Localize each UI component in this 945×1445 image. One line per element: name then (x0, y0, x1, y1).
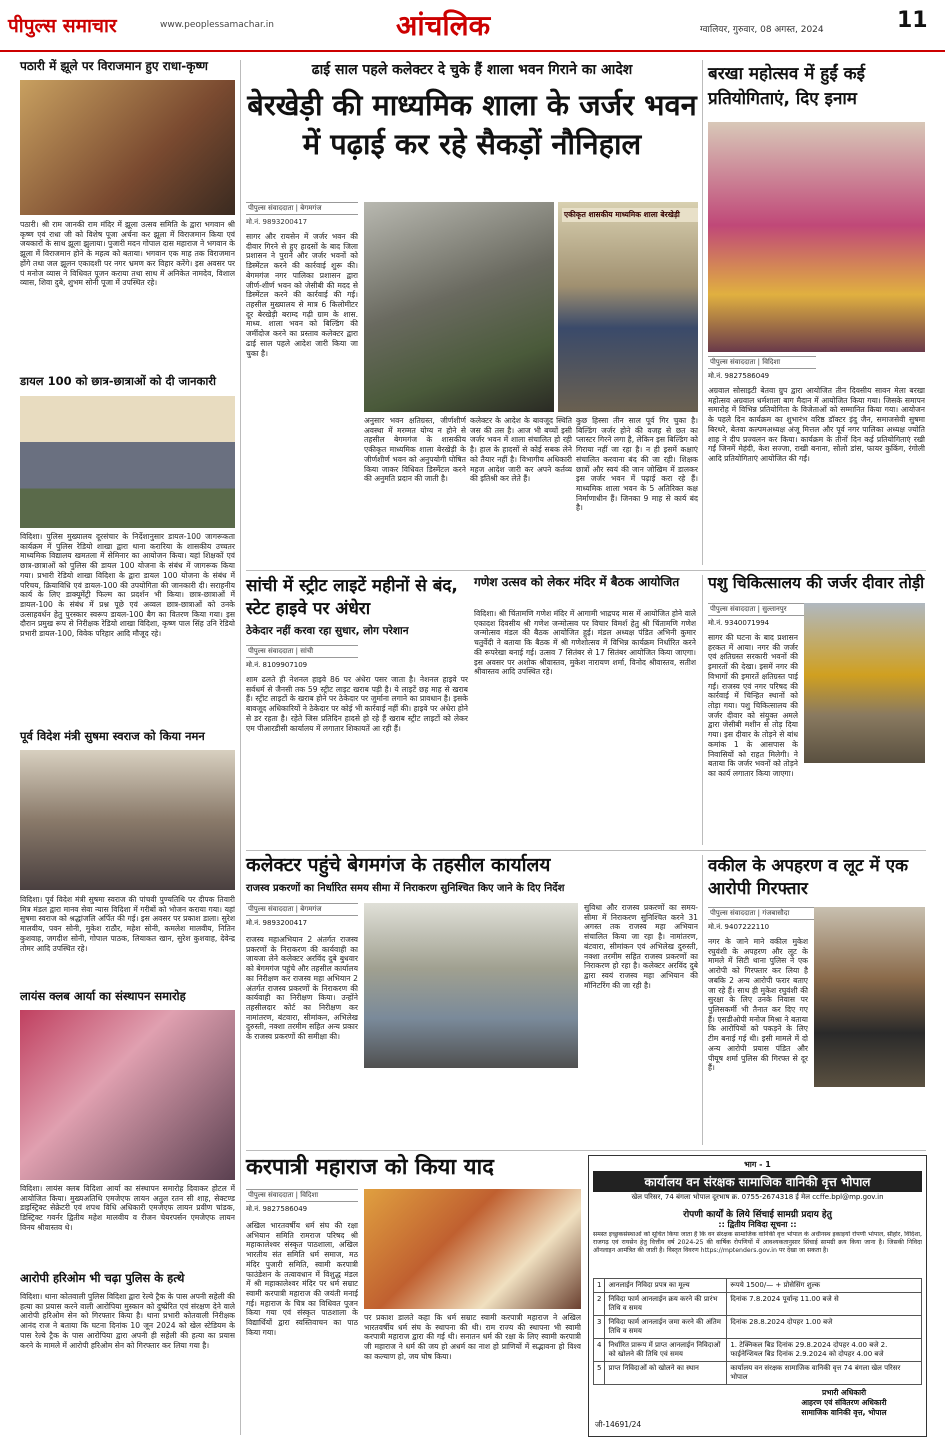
photo-sushma (20, 750, 235, 890)
tender-address: खेल परिसर, 74 बंगला भोपाल दूरभाष क्र. 0755-2674318 ई मेल ccffe.bpl@mp.gov.in (631, 1193, 884, 1201)
tehsil-body: राजस्व महाअभियान 2 अंतर्गत राजस्व प्रकरणों के निराकरण की कार्यवाही का जायजा लेने कलेक्टर अरविंद दुबे बुधवार को बेगमगंज पहुंचे और तहसील कार्यालय का निरीक्षण कर राजस्व महा अभियान 2 अंतर्गत राजस्व प्रकरणों के निराकरण की कार्यवाही का निरीक्षण किया। उन्होंने तहसीलदार कोर्ट का निरीक्षण कर नामांतरण, बंटवारा, सीमांकन, अभिलेख दुरुस्ती, नक्शा तरमीम सहित अन्य प्रकार के राजस्व प्रकरणों की समीक्षा की। (246, 935, 358, 1042)
table-row (594, 1362, 922, 1385)
site-url[interactable]: www.peoplessamachar.in (160, 20, 274, 30)
newspaper-logo[interactable]: पीपुल्स समाचार (8, 15, 117, 37)
photo-school-door (558, 202, 698, 412)
ganesh-headline: गणेश उत्सव को लेकर मंदिर में बैठक आयोजित (474, 575, 680, 589)
pashu-body: सागर की घटना के बाद प्रशासन हरकत में आया। नगर की जर्जर एवं क्षतिग्रस्त सरकारी भवनों की इमारतों की देखा। इसमें नगर की विभागों की इमारतें क्षतिग्रस्त पाई गईं। राजस्व एवं नगर परिषद की कार्रवाई में चिन्हित स्थानों को तोड़ा गया। पशु चिकित्सालय की जर्जर दीवार को संयुक्त अमले द्वारा जेसीबी मशीन से तोड़ दिया गया। इस दीवार के तोड़ने से बांध कमांक 1 के आसपास के निवासियों को राहत मिलेगी। ने बताया कि जर्जर भवनों को तोड़ने का कार्य लगातार किया जाएगा। (708, 633, 798, 779)
table-row (594, 1316, 922, 1339)
main-body-3: कलेक्टर के आदेश के बावजूद स्थिति जस की तस है। आज भी बच्चों इसी जर्जर भवन में शाला संचालित हो रही है। हाल के हादसों से कोई सबक लेने को तैयार नहीं है। विभागीय अधिकारी महज आदेश जारी कर अपने कर्तव्य की इतिश्री कर लेते हैं। (470, 416, 572, 484)
divider (240, 60, 241, 1435)
main-kicker: ढाई साल पहले कलेक्टर दे चुके हैं शाला भवन गिराने का आदेश (311, 62, 633, 78)
ganesh-body: विदिशा। श्री चिंतामणि गणेश मंदिर में आगामी भाद्रपद मास में आयोजित होने वाले एकादश दिवसीय श्री गणेश जन्मोत्सव पर विचार विमर्श हेतु श्री चिंतामणि गणेश जन्मोत्सव मंडल की बैठक आयोजित हुई। मंडल अध्यक्ष पंडित अभिनी कुमार चतुर्वेदी ने बताया कि बैठक में श्री गणेशोत्सव में विभिन्न कार्यक्रम निर्धारित करने की रूपरेखा बनाई गई। उत्सव 7 सितंबर से 17 सितंबर आयोजित किया जाएगा। इस अवसर पर अशोक श्रीवास्तव, मुकेश नारायण शर्मा, विनोद श्रीवास्तव, सतीश श्रीवास्तव आदि उपस्थित रहे। (474, 609, 696, 677)
karpatri-story (246, 1155, 581, 1435)
row-item: आनलाईन निविदा प्रपत्र का मूल्य (605, 1279, 727, 1293)
row-value: रूपये 1500/— + प्रोसेसिंग शुल्क (727, 1279, 922, 1293)
divider (702, 60, 703, 565)
barkha-body: अग्रवाल सोसाइटी बेतवा ग्रुप द्वारा आयोजित तीन दिवसीय सावन मेला बरखा महोत्सव अग्रवाल धर्मशाला बाग मैदान में आयोजित किया गया। जिसके समापन समारोह में विभिन्न प्रतियोगिता के विजेताओं को सम्मानित किया गया। आयोजन के पहले दिन कार्यक्रम का शुभारंभ वरिष्ठ डॉक्टर इंदु जैन, समाजसेवी सुषमा बिरथरे, बेतवा कल्पमअध्यक्ष अंजू मित्तल और पूर्व नगर पालिका अध्यक्ष ज्योति शाह ने दीप प्रज्वलन कर किया। कार्यक्रम के तीनों दिन कई प्रतियोगिताएं रखी गईं जिनमें मेहंदी, केश सज्जा, राखी बनाना, सोलो डांस, फायर कुकिंग, रंगोली आदि प्रतियोगिताएं आयोजित की गईं। (708, 386, 925, 464)
sanchi-subhead: ठेकेदार नहीं करवा रहा सुधार, लोग परेशान (246, 625, 409, 637)
main-mobile: मो.नं. 9893200417 (246, 218, 308, 226)
main-headline: बेरखेड़ी की माध्यमिक शाला के जर्जर भवन में पढ़ाई कर रहे सैकड़ों नौनिहाल (247, 88, 697, 162)
tender-notice-sub: :: द्वितीय निविदा सूचना :: (718, 1220, 797, 1229)
byline-text: पीपुल्स संवाददाता | बेगमगंज (248, 204, 322, 212)
byline-text: पीपुल्स संवाददाता | सांची (248, 647, 314, 655)
photo-accused (814, 907, 925, 1087)
ganesh-story (474, 575, 696, 845)
tender-table (593, 1278, 922, 1385)
byline-text: पीपुल्स संवाददाता | गंजबासौदा (710, 909, 790, 917)
vakil-story (708, 855, 925, 1145)
barkha-story (708, 60, 925, 565)
row-value: 1. टेक्निकल बिड दिनांक 29.8.2024 दोपहर 4.00 बजे 2. फाईनेन्शियल बिड दिनांक 2.9.2024 को दोपहर 4.00 बजे (727, 1339, 922, 1362)
karpatri-mobile: मो.नं. 9827586049 (246, 1205, 308, 1213)
page-number: 11 (897, 8, 928, 33)
photo-jcb (804, 603, 925, 763)
divider (246, 1150, 926, 1151)
section-title: आंचलिक (396, 9, 491, 42)
tender-office: कार्यालय वन संरक्षक सामाजिक वानिकी वृत्त भोपाल (593, 1171, 922, 1192)
row-value: दिनांक 28.8.2024 दोपहर 1.00 बजे (727, 1316, 922, 1339)
photo-lions (20, 1010, 235, 1180)
row-item: प्राप्त निविदाओं को खोलने का स्थान (605, 1362, 727, 1385)
sign-line-3: सामाजिक वानिकी वृत्त, भोपाल (801, 1407, 887, 1417)
body-hariom: विदिशा। थाना कोतवाली पुलिस विदिशा द्वारा रेल्वे ट्रैक के पास अपनी सहेली की हत्या का प्रयास करने वाली आरोपिया मुस्कान को दुष्प्रेरित एवं संरक्षण देने वाले आरोपी हरिओम सेन को गिरफ्तार किया है। थाना प्रभारी कोतवाली निरीक्षक आनंद राज ने बताया कि घटना दिनांक 10 जून 2024 को खेल स्टेडियम के पास रेल्वे ट्रैक के पास आरोपिया द्वारा अपनी ही सहेली की हत्या का प्रयास करने के मामले में आरोपी हरिओम सेन को गिरफ्तार कर लिया गया है। (20, 1292, 235, 1350)
pashu-story (708, 575, 925, 845)
photo-dial100 (20, 396, 235, 528)
sanchi-mobile: मो.नं. 8109907109 (246, 661, 308, 669)
headline-hariom: आरोपी हरिओम भी चढ़ा पुलिस के हत्थे (20, 1271, 185, 1285)
byline-text: पीपुल्स संवाददाता | विदिशा (248, 1191, 319, 1199)
headline-jhula: पठारी में झूले पर विराजमान हुए राधा-कृष्ण (20, 59, 208, 73)
sanchi-body: शाम ढलते ही नेशनल हाइवे 86 पर अंधेरा पसर जाता है। नेशनल हाइवे पर सर्वधर्म से जैनसी तक 59 स्ट्रीट लाइट खराब पड़ी है। ये लाइटें छह माह से खराब हैं। स्ट्रीट लाइटों के खराब होने पर ठेकेदार पर जुर्माना लगाने का प्रावधान है। इसके बावजूद अधिकारियों ने ठेकेदार पर कोई भी कार्रवाई नहीं की। हाइवे पर अंधेरा होने से डर रहता है। रहेते जिस प्रतिदिन हादसे हो रहे हैं खराब स्ट्रीट लाइटों को लेकर एम पीआरडीसी कार्यालय में लगातार शिकायतें आ रही हैं। (246, 675, 468, 733)
tehsil-byline (246, 903, 358, 916)
vakil-headline: वकील के अपहरण व लूट में एक आरोपी गिरफ्तार (708, 856, 909, 899)
row-no: 1 (594, 1279, 605, 1293)
dateline: ग्वालियर, गुरुवार, 08 अगस्त, 2024 (700, 25, 824, 35)
karpatri-headline: करपात्री महाराज को किया याद (246, 1155, 494, 1180)
vakil-body: नगर के जाने माने वकील मुकेश रघुवंशी के अपहरण और लूट के मामले में सिटी थाना पुलिस ने एक आरोपी को गिरफ्तार कर लिया है जबकि 2 अन्य आरोपी फरार बताए जा रहे हैं। साथ ही मुकेश रघुवंशी की सुरक्षा के लिए उनके निवास पर पुलिसकर्मी भी तैनात कर दिए गए हैं। एसडीओपी मनोज मिश्रा ने बताया कि आरोपियों को पकड़ने के लिए टीम बनाई गई थी। इसी मामले में दो अन्य आरोपी प्रयास पंडित और पीयूष शर्मा पुलिस की गिरफ्त से दूर हैं। (708, 937, 808, 1073)
row-item: निविदा फार्म आनलाईन क्रय करने की प्रारंभ तिथि व समय (605, 1293, 727, 1316)
row-no: 5 (594, 1362, 605, 1385)
row-value: कार्यालय वन संरक्षक सामाजिक वानिकी वृत्त 74 बंगला खेल परिसर भोपाल (727, 1362, 922, 1385)
tender-notice-title: रोपणी कार्यों के लिये सिंचाई सामग्री प्रदाय हेतु (683, 1210, 832, 1220)
photo-barkha (708, 122, 925, 352)
table-row (594, 1339, 922, 1362)
row-no: 2 (594, 1293, 605, 1316)
main-body-1: सागर और रायसेन में जर्जर भवन की दीवार गिरने से हुए हादसों के बाद जिला प्रशासन ने पुराने और जर्जर भवनों को डिस्मेंटल करने की कार्रवाई शुरू की। बेगमगंज नगर पालिका प्रशासन द्वारा जीर्ण-शीर्ण भवन को जेसीबी की मदद से डिस्मेंटल करने की कार्रवाई की गई। तहसील मुख्यालय से मात्र 6 किलोमीटर दूर बेरखेड़ी बराम्द गढ़ी ग्राम के शास. माध्य. शाला भवन को बिल्डिंग की जमींदोज करने का प्रस्ताव कलेक्टर द्वारा ढाई साल पहले आदेश जारी किया जा चुका है। (246, 232, 358, 358)
row-no: 3 (594, 1316, 605, 1339)
row-no: 4 (594, 1339, 605, 1362)
tender-part: भाग - 1 (744, 1160, 771, 1169)
row-item: निर्धारित प्रारूप में प्राप्त आनलाईन निविदाओं को खोलने की तिथि एवं समय (605, 1339, 727, 1362)
karpatri-body: अखिल भारतवर्षीय धर्म संघ की रक्षा अभियान समिति रामराज परिषद श्री महाकालेश्वर संस्कृत पाठशाला, अखिल भारतीय संत समिति धर्म समाज, मठ मंदिर पुजारी समिति, स्वामी करपात्री फाउंडेशन के तत्वावधान में विशुद्ध मंडल में श्री महाकालेश्वर मंदिर पर धर्म सम्राट स्वामी करपात्री महाराज की जयंती मनाई गई। महाराज के चित्र का विधिवत पूजन किया गया एवं संस्कृत पाठशाला के विद्यार्थियों द्वारा स्वस्तिवाचन का पाठ किया गया। (246, 1221, 358, 1337)
byline-text: पीपुल्स संवाददाता | सुल्तानपुर (710, 605, 787, 613)
headline-lions: लायंस क्लब आर्या का संस्थापन समारोह (20, 989, 186, 1003)
body-jhula: पठारी। श्री राम जानकी राम मंदिर में झूला उत्सव समिति के द्वारा भगवान श्री कृष्ण एवं राधा जी को विशेष पूजा अर्चना कर झूला में विराजमान किया एवं जयकारों के साथ झूला झुलाया। पुजारी मदन गोपाल दास महाराज ने भगवान के झूला में विराजमान होने के महत्व को बताया। भगवान एक माह तक विराजमान होंगे तथा जल झूलन एकादशी पर नगर भ्रमण कर विहार करेंगे। इस अवसर पर पं मनोज व्यास ने विधिवत पूजन कराया तथा साथ में अनिकेत नामदेव, विशाल व्यास, शिवा दुबे, शुभम सोनी पूजा में उपस्थित रहे। (20, 220, 235, 288)
headline-dial100: डायल 100 को छात्र-छात्राओं को दी जानकारी (20, 374, 216, 388)
sign-line-2: आहरण एवं संवितरण अधिकारी (801, 1397, 887, 1407)
barkha-headline: बरखा महोत्सव में हुईं कई प्रतियोगिताएं, दिए इनाम (708, 64, 865, 109)
sign-line-1: प्रभारी अधिकारी (821, 1388, 867, 1397)
tehsil-story (246, 855, 698, 1145)
divider (702, 855, 703, 1145)
barkha-mobile: मो.नं. 9827586049 (708, 372, 770, 380)
divider (246, 570, 926, 571)
photo-jhula (20, 80, 235, 215)
karpatri-byline (246, 1189, 358, 1202)
vakil-mobile: मो.नं. 9407222110 (708, 923, 770, 931)
tender-ref: जी-14691/24 (595, 1420, 642, 1429)
tender-intro: समस्त इच्छुकसंस्थाओं को सूचित किया जाता है कि वन संरक्षक सामाजिक वानिकी वृत्त भोपाल के अधीनस्थ इकाइयों रोपणी भोपाल, सीहोर, विदिशा, राजगढ़ एवं रायसेन हेतु वित्तीय वर्ष 2024-25 की वार्षिक रोपणियों में आवश्यकतानुसार सिंचाई सामग्री क्रय किया जाना है। जिसकी निविदा ऑनलाइन आमंत्रित की जाती है। विस्तृत विवरण https://mptenders.gov.in पर देखा जा सकता है। (593, 1231, 922, 1254)
divider (246, 850, 926, 851)
column-left (20, 60, 235, 1435)
table-row (594, 1293, 922, 1316)
tender-signature (769, 1388, 919, 1417)
photo-collector (364, 903, 578, 1068)
table-row (594, 1279, 922, 1293)
body-dial100: विदिशा। पुलिस मुख्यालय दूरसंचार के निर्देशानुसार डायल-100 जागरूकता कार्यक्रम में पुलिस रेडियो शाखा द्वारा थाना करारिया के शासकीय उच्चतर माध्यमिक विद्यालय खमतला में सेमिनार का आयोजन किया। यहां शिक्षकों एवं छात्र-छात्राओं को पुलिस की डायल 100 योजना के संबंध में जागरूक किया गया। प्रभारी रेडियो शाखा विदिशा के द्वारा डायल 100 योजना के संबंध में परिचय, क्रियाविधि एवं डायल-100 की उपयोगिता की जानकारी दी। सराहनीय कार्य के लिए डाक्यूमेंट्री फिल्म का प्रदर्शन भी किया। छात्र-छात्राओं में डायल-100 के संबंध में प्रश्न पूछे एवं अव्वल छात्र-छात्राओं को उनके उत्साहवर्धन हेतु पुरस्कार स्वरूप डायल-100 बैग का वितरण किया गया। इस दौरान प्रमुख रूप से निरीक्षक रेडियो शाखा विदिशा, कृष्ण पाल सिंह उनि रेडियो प्रभारी डायल-100, विवेक परिहार आदि मौजूद रहे। (20, 532, 235, 639)
main-byline (246, 202, 358, 215)
main-story (246, 60, 698, 565)
photo-karpatri (364, 1189, 581, 1309)
school-sign: एकीकृत शासकीय माध्यमिक शाला बेरखेड़ी (562, 208, 698, 222)
tehsil-body-2: सुविधा और राजस्व प्रकरणों का समय-सीमा में निराकरण सुनिश्चित करने 31 अगस्त तक राजस्व महा अभियान संचालित किया जा रहा है। नामांतरण, बंटवारा, सीमांकन एवं अभिलेख दुरुस्ती, नक्शा तरमीम सहित राजस्व प्रकरणों का निराकरण हो रहा है। कलेक्टर अरविंद दुबे द्वारा स्वयं राजस्व महा अभियान की मॉनिटरिंग की जा रही है। (584, 903, 698, 990)
byline-text: पीपुल्स संवाददाता | विदिशा (710, 358, 781, 366)
pashu-mobile: मो.नं. 9340071994 (708, 619, 770, 627)
body-sushma: विदिशा। पूर्व विदेश मंत्री सुषमा स्वराज की पांचवी पुण्यतिथि पर दीपक तिवारी मित्र मंडल द्वारा मानव सेवा न्यास विदिशा में गरीबों को भोजन कराया गया। यहां सुषमा स्वराज को श्रद्धांजलि अर्पित की गई। इस अवसर पर प्रकाश डाला। सुरेश मालवीय, पवन सोनी, मुकेश राठौर, महेश सोनी, कमलेश मालवीय, नितिन कुशवाह, जगदीश सोनी, गोपाल पाठक, लियाकत खान, सुरेश कुशवाह, देवेन्द्र तोमर आदि उपस्थित रहे। (20, 895, 235, 953)
tehsil-subhead: राजस्व प्रकरणों का निर्धारित समय सीमा में निराकरण सुनिश्चित किए जाने के दिए निर्देश (246, 883, 565, 894)
photo-ceiling (364, 202, 554, 412)
masthead (0, 0, 945, 52)
byline-text: पीपुल्स संवाददाता | बेगमगंज (248, 905, 322, 913)
tender-table-grid (593, 1278, 922, 1385)
row-item: निविदा फार्म आनलाईन जमा करने की अंतिम तिथि व समय (605, 1316, 727, 1339)
sanchi-headline: सांची में स्ट्रीट लाइटें महीनों से बंद, स्टेट हाइवे पर अंधेरा (246, 576, 458, 619)
sanchi-byline (246, 645, 358, 658)
vakil-byline (708, 907, 816, 920)
karpatri-body-2: पर प्रकाश डालते कहा कि धर्म सम्राट स्वामी करपात्री महाराज ने अखिल भारतवर्षीय धर्म संघ के स्थापना की थी। राम राज्य की स्थापना भी स्वामी करपात्री महाराज द्वारा की गई थी। सनातन धर्म की रक्षा के लिए स्वामी करपात्री जी महाराज ने धर्म की जय हो अधर्म का नाश हो प्राणियों में सद्भावना हो विश्व का कल्याण हो, जय घोष किया। (364, 1313, 581, 1361)
sanchi-story (246, 575, 468, 845)
tender-notice (588, 1155, 927, 1437)
tehsil-mobile: मो.नं. 9893200417 (246, 919, 308, 927)
tehsil-headline: कलेक्टर पहुंचे बेगमगंज के तहसील कार्यालय (246, 854, 551, 876)
divider (702, 575, 703, 845)
main-body-2: अनुसार भवन क्षतिग्रस्त, जीर्णशीर्ण अवस्था में मरम्मत योग्य न होने से तहसील बेगमगंज के शासकीय एकीकृत माध्यमिक शाला बेरखेड़ी के जीर्णशीर्ण भवन को अनुपयोगी घोषित किया जाकर विधिवत डिस्मेंटल करने की अनुमति प्रदान की जाती है। (364, 416, 466, 484)
pashu-headline: पशु चिकित्सालय की जर्जर दीवार तोड़ी (708, 574, 925, 592)
main-body-4: कुछ हिस्सा तीन साल पूर्व गिर चुका है। बिल्डिंग जर्जर होने की वजह से छत का प्लास्टर गिरने लगा है, लेकिन इस बिल्डिंग को गिराया नहीं जा रहा है। न ही इसमें कक्षाएं संचालित करवाना बंद की जा रही। शिक्षक छात्रों और स्वयं की जान जोखिम में डालकर इस जर्जर भवन में पढ़ाई करा रहे हैं। माध्यमिक शाला भवन के 5 अतिरिक्त कक्ष निर्माणाधीन हैं। जिनका 9 माह से कार्य बंद है। (576, 416, 698, 513)
row-value: दिनांक 7.8.2024 पूर्वान्ह 11.00 बजे से (727, 1293, 922, 1316)
headline-sushma: पूर्व विदेश मंत्री सुषमा स्वराज को किया नमन (20, 729, 205, 743)
body-lions: विदिशा। लायंस क्लब विदिशा आर्या का संस्थापन समारोह दिवाकर होटल में आयोजित किया। मुख्यअतिथि एमजेएफ लायन अतुल रतन सी शाह, सेक्टण्ड डाइस्ट्रिक्ट सेक्रेटरी एवं शपथ विधि अधिकारी एमजेएफ लायन प्रवीण चांडक, डिस्ट्रिक्ट गवर्नर द्वितीय महेश मालवीय व रीजन चेयरपर्सन एमजेएफ लायन विनय श्रीवास्तव थे। (20, 1184, 235, 1232)
barkha-byline (708, 356, 816, 369)
pashu-byline (708, 603, 816, 616)
